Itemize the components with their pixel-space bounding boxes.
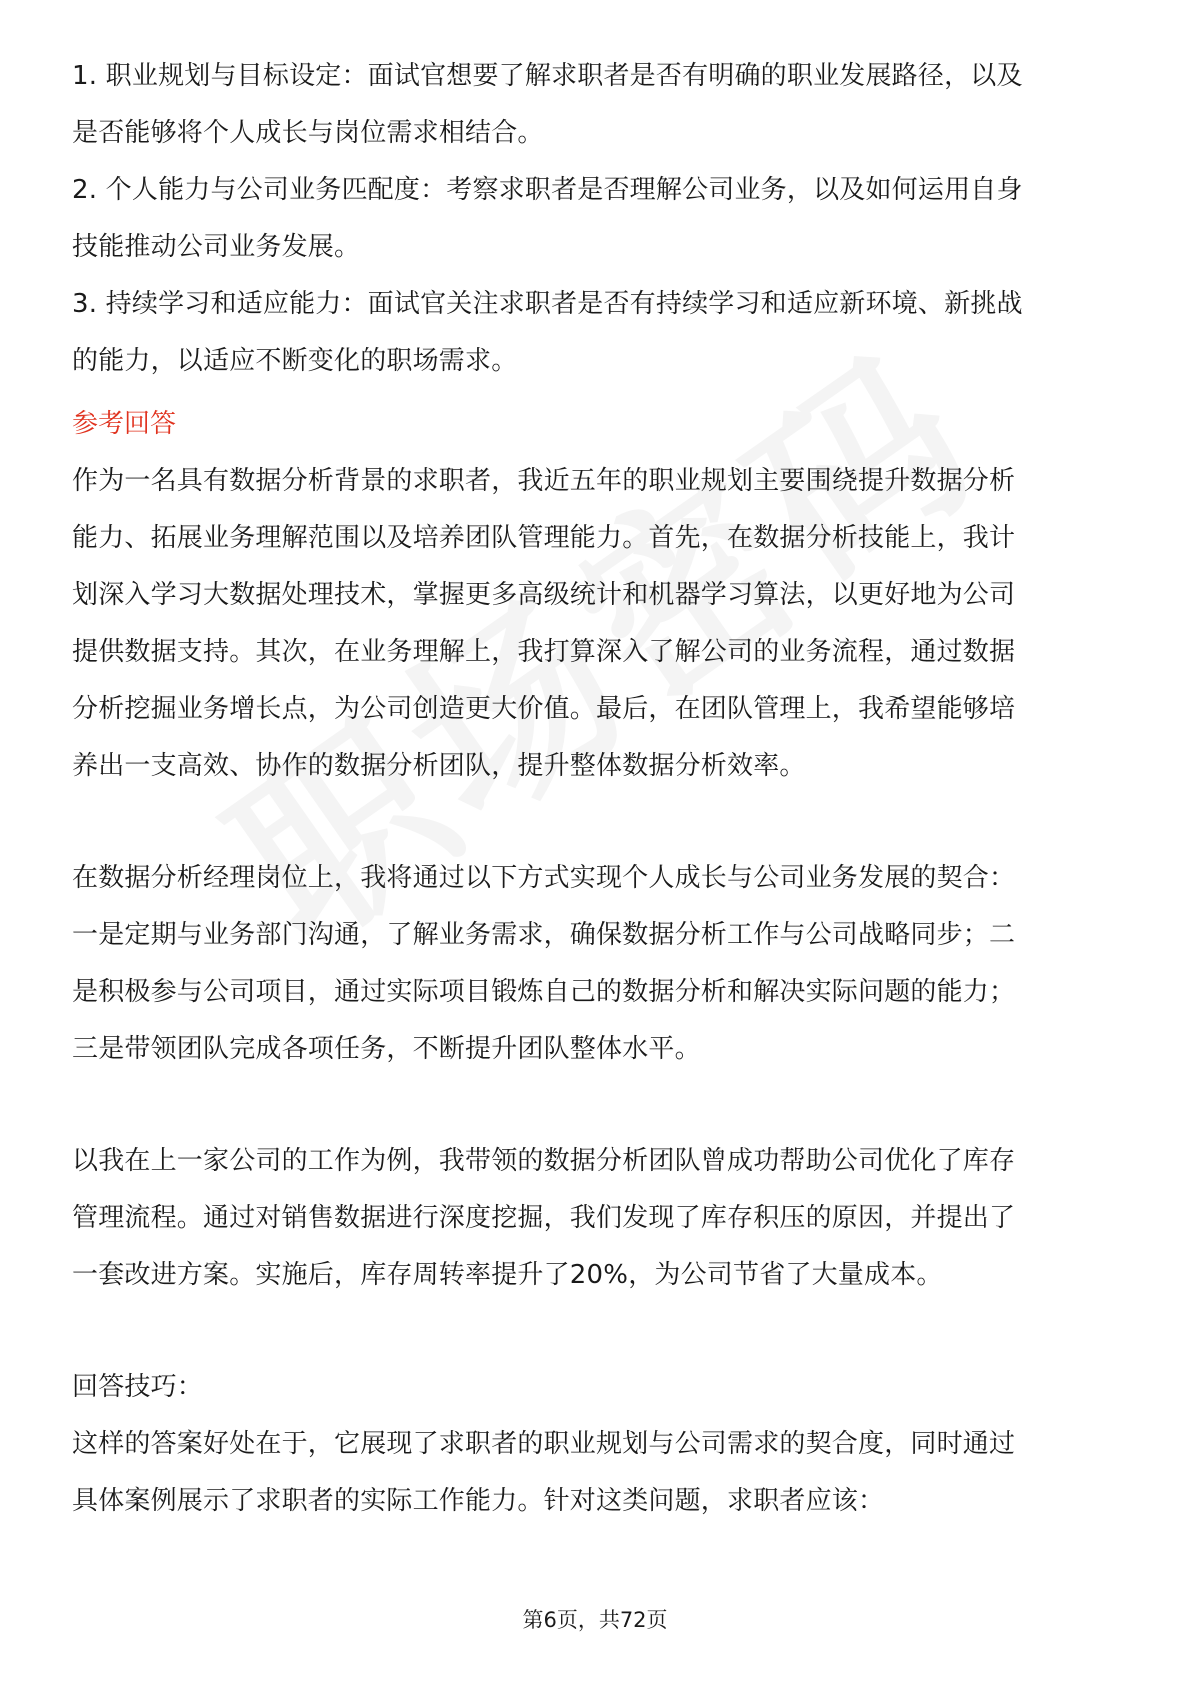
point-1-line-1: 1. 职业规划与目标设定：面试官想要了解求职者是否有明确的职业发展路径，以及	[72, 61, 1023, 91]
answer-paragraph-1	[72, 453, 1122, 795]
answer-p1-line: 能力、拓展业务理解范围以及培养团队管理能力。首先，在数据分析技能上，我计	[72, 523, 1016, 553]
point-2-line-1: 2. 个人能力与公司业务匹配度：考察求职者是否理解公司业务，以及如何运用自身	[72, 175, 1023, 205]
point-2	[72, 162, 1122, 276]
document-page	[72, 48, 1122, 1530]
answer-p2-line: 在数据分析经理岗位上，我将通过以下方式实现个人成长与公司业务发展的契合：	[72, 863, 1016, 893]
point-3-line-1: 3. 持续学习和适应能力：面试官关注求职者是否有持续学习和适应新环境、新挑战	[72, 289, 1023, 319]
tips-line: 具体案例展示了求职者的实际工作能力。针对这类问题，求职者应该：	[72, 1486, 885, 1516]
answer-p2-line: 三是带领团队完成各项任务，不断提升团队整体水平。	[72, 1034, 701, 1064]
tips-line: 这样的答案好处在于，它展现了求职者的职业规划与公司需求的契合度，同时通过	[72, 1429, 1016, 1459]
answer-p1-line: 作为一名具有数据分析背景的求职者，我近五年的职业规划主要围绕提升数据分析	[72, 466, 1016, 496]
point-1	[72, 48, 1122, 162]
answer-p2-line: 是积极参与公司项目，通过实际项目锻炼自己的数据分析和解决实际问题的能力；	[72, 977, 1016, 1007]
answer-paragraph-2	[72, 850, 1122, 1078]
answer-p3-line: 一套改进方案。实施后，库存周转率提升了20%，为公司节省了大量成本。	[72, 1260, 943, 1290]
answer-p1-line: 提供数据支持。其次，在业务理解上，我打算深入了解公司的业务流程，通过数据	[72, 637, 1016, 667]
answer-paragraph-3	[72, 1133, 1122, 1304]
answer-p3-line: 管理流程。通过对销售数据进行深度挖掘，我们发现了库存积压的原因，并提出了	[72, 1203, 1016, 1233]
tips-heading: 回答技巧：	[72, 1372, 204, 1402]
reference-answer-heading: 参考回答	[72, 409, 177, 439]
point-2-line-2: 技能推动公司业务发展。	[72, 232, 361, 262]
page-number-footer: 第6页，共72页	[522, 1608, 668, 1632]
point-1-line-2: 是否能够将个人成长与岗位需求相结合。	[72, 118, 544, 148]
tips-paragraph	[72, 1416, 1122, 1530]
answer-p2-line: 一是定期与业务部门沟通，了解业务需求，确保数据分析工作与公司战略同步；二	[72, 920, 1016, 950]
answer-p1-line: 划深入学习大数据处理技术，掌握更多高级统计和机器学习算法，以更好地为公司	[72, 580, 1016, 610]
point-3	[72, 276, 1122, 390]
point-3-line-2: 的能力，以适应不断变化的职场需求。	[72, 346, 518, 376]
answer-p1-line: 养出一支高效、协作的数据分析团队，提升整体数据分析效率。	[72, 751, 806, 781]
answer-p3-line: 以我在上一家公司的工作为例，我带领的数据分析团队曾成功帮助公司优化了库存	[72, 1146, 1016, 1176]
answer-p1-line: 分析挖掘业务增长点，为公司创造更大价值。最后，在团队管理上，我希望能够培	[72, 694, 1016, 724]
